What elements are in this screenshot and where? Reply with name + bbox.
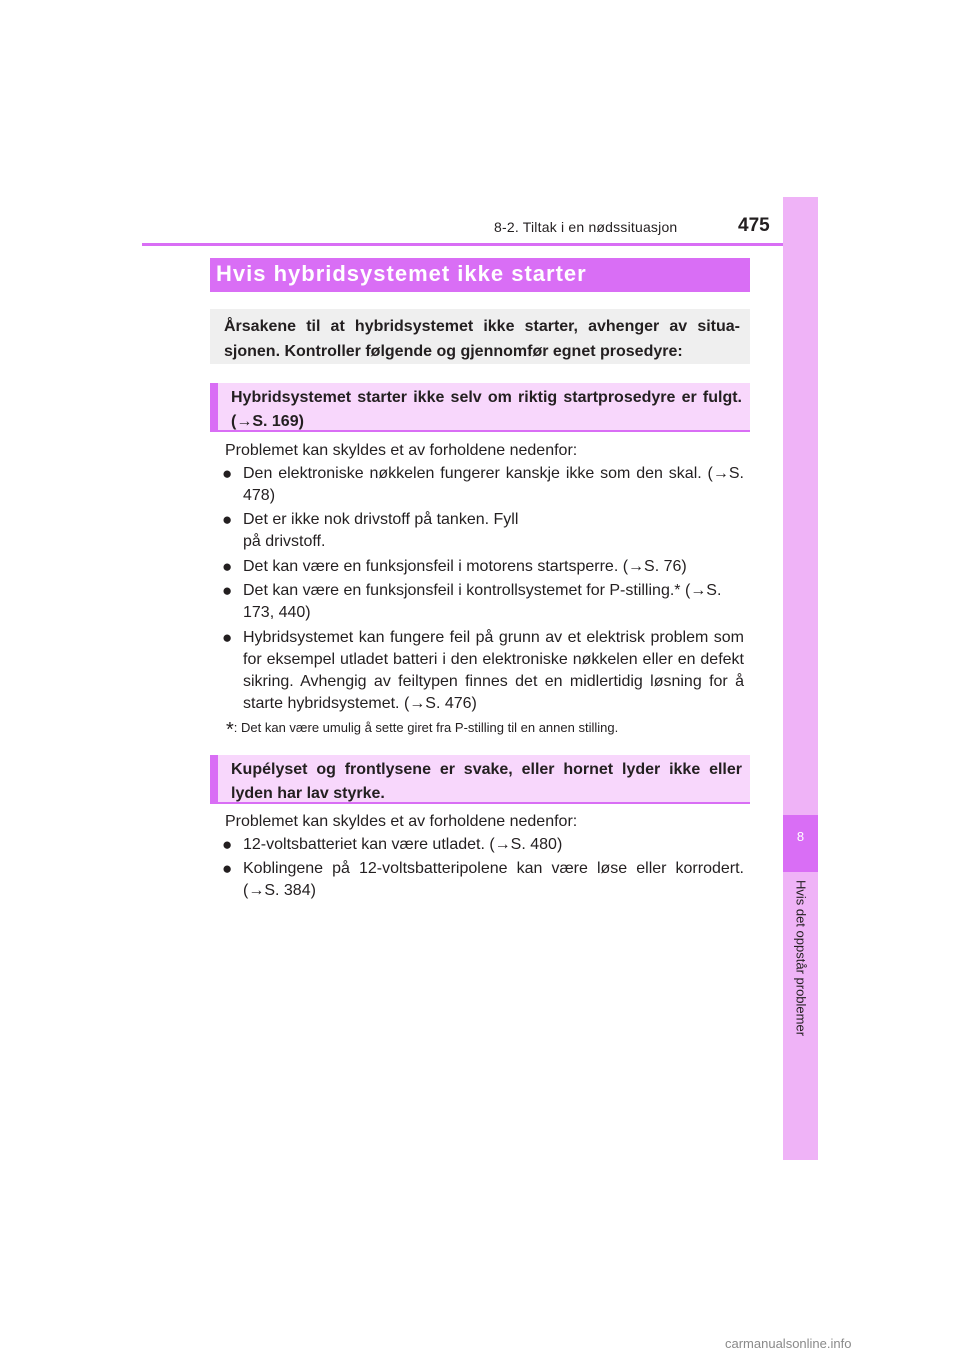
section1-lead: Problemet kan skyldes et av forholdene nedenfor: (225, 442, 578, 459)
chapter-number: 8 (796, 829, 805, 844)
footnote-mark: * (226, 719, 234, 741)
page-title: Hvis hybridsystemet ikke starter (216, 261, 587, 286)
watermark: carmanualsonline.info (725, 1336, 852, 1351)
bullet-icon: ● (222, 464, 233, 483)
section1-heading: Hybridsystemet starter ikke selv om riktig startprosedyre er fulgt. (→S. 169) (210, 383, 750, 432)
bullet-icon: ● (222, 859, 233, 878)
page-number: 475 (738, 215, 770, 236)
bullet-icon: ● (222, 510, 233, 529)
footnote-text: : Det kan være umulig å sette giret fra P-stilling til en annen stilling. (233, 720, 619, 735)
section2-heading: Kupélyset og frontlysene er svake, eller hornet lyder ikke eller lyden har lav styrke. (210, 755, 750, 804)
bullet-icon: ● (222, 628, 233, 647)
footnote (226, 719, 618, 742)
bullet-icon: ● (222, 557, 233, 576)
section-header: 8-2. Tiltak i en nødssituasjon (494, 219, 678, 235)
bullet-icon: ● (222, 581, 233, 600)
bullet-icon: ● (222, 835, 233, 854)
header-rule (142, 243, 818, 246)
intro-text: Årsakene til at hybridsystemet ikke starter, avhenger av situa-sjonen. Kontroller følgende og gjennomfør egnet prosedyre: (210, 309, 750, 364)
chapter-title: Hvis det oppstår problemer (793, 879, 809, 1037)
section2-lead: Problemet kan skyldes et av forholdene nedenfor: (225, 813, 578, 830)
